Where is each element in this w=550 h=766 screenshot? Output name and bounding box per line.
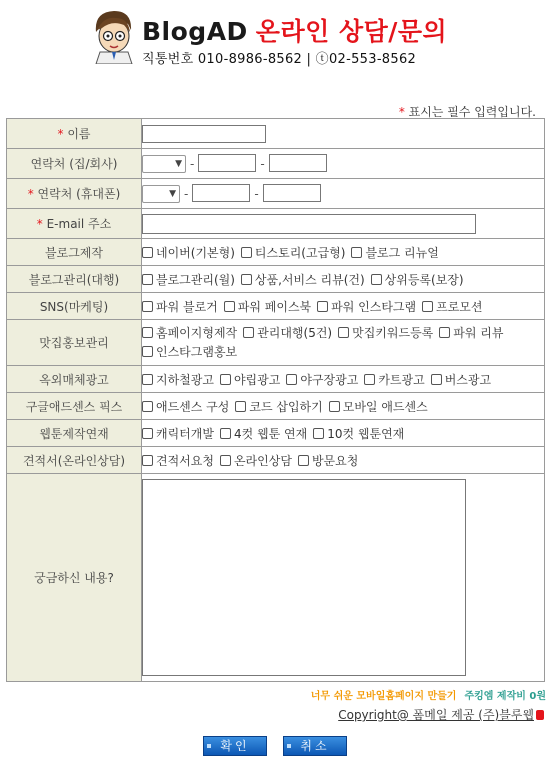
mobile-last-input[interactable] xyxy=(263,184,321,202)
character-avatar-icon xyxy=(84,6,142,64)
checkbox[interactable] xyxy=(243,327,254,338)
mobile-mid-input[interactable] xyxy=(192,184,250,202)
label-restaurant: 맛집홍보관리 xyxy=(7,320,142,366)
estimate-options: 견적서요청 온라인상담 방문요청 xyxy=(142,447,545,474)
label-mobile: * 연락처 (휴대폰) xyxy=(7,179,142,209)
checkbox[interactable] xyxy=(241,247,252,258)
checkbox[interactable] xyxy=(142,346,153,357)
restaurant-options: 홈페이지형제작 관리대행(5건) 맛집키워드등록 파워 리뷰 인스타그램홍보 xyxy=(142,320,545,366)
label-name: * 이름 xyxy=(7,119,142,149)
copyright-link[interactable]: Copyright@ 폼메일 제공 (주)블루웹 xyxy=(338,706,544,723)
checkbox[interactable] xyxy=(422,301,433,312)
checkbox[interactable] xyxy=(142,455,153,466)
inquiry-textarea[interactable] xyxy=(142,479,466,676)
label-contact: 연락처 (집/회사) xyxy=(7,149,142,179)
checkbox[interactable] xyxy=(286,374,297,385)
checkbox[interactable] xyxy=(338,327,349,338)
contact-last-input[interactable] xyxy=(269,154,327,172)
checkbox[interactable] xyxy=(439,327,450,338)
checkbox[interactable] xyxy=(142,401,153,412)
required-note: * 표시는 필수 입력입니다. xyxy=(398,105,536,119)
checkbox[interactable] xyxy=(220,428,231,439)
checkbox[interactable] xyxy=(313,428,324,439)
page-header xyxy=(84,4,484,66)
label-blog-make: 블로그제작 xyxy=(7,239,142,266)
checkbox[interactable] xyxy=(431,374,442,385)
brand-name: BlogAD xyxy=(142,17,248,46)
checkbox[interactable] xyxy=(298,455,309,466)
label-email: * E-mail 주소 xyxy=(7,209,142,239)
checkbox[interactable] xyxy=(317,301,328,312)
label-sns: SNS(마케팅) xyxy=(7,293,142,320)
adsense-options: 애드센스 구성 코드 삽입하기 모바일 애드센스 xyxy=(142,393,545,420)
name-input[interactable] xyxy=(142,125,266,143)
checkbox[interactable] xyxy=(329,401,340,412)
contact-prefix-select[interactable]: ▼ xyxy=(142,155,186,173)
email-input[interactable] xyxy=(142,214,476,234)
checkbox[interactable] xyxy=(142,327,153,338)
checkbox[interactable] xyxy=(371,274,382,285)
checkbox[interactable] xyxy=(142,301,153,312)
checkbox[interactable] xyxy=(220,455,231,466)
contact-mid-input[interactable] xyxy=(198,154,256,172)
checkbox[interactable] xyxy=(224,301,235,312)
label-webtoon: 웹툰제작연재 xyxy=(7,420,142,447)
checkbox[interactable] xyxy=(142,247,153,258)
brand-title xyxy=(142,12,447,48)
checkbox[interactable] xyxy=(235,401,246,412)
cancel-button[interactable]: 취소 xyxy=(283,736,347,756)
phone-numbers: 직통번호 010-8986-8562 | ⓣ02-553-8562 xyxy=(142,52,417,67)
promo-banner[interactable]: 너무 쉬운 모바일홈페이지 만들기 주킹엠 제작비 0원 xyxy=(310,691,546,702)
checkbox[interactable] xyxy=(142,274,153,285)
label-blog-mgmt: 블로그관리(대행) xyxy=(7,266,142,293)
label-estimate: 견적서(온라인상담) xyxy=(7,447,142,474)
blog-make-options: 네이버(기본형) 티스토리(고급형) 블로그 리뉴얼 xyxy=(142,239,545,266)
inquiry-form: * 이름 연락처 (집/회사) ▼ - - * 연락처 (휴대폰) ▼ - - * E-mail 주소 블로그제작 네이버(기본형) 티스토리(고급형) 블로그 리뉴얼 블로그관리(대행) 블로그관리(월) 상품,서비스 리뷰(건) 상위등록(보장) SNS(마케팅) 파워 블로거 파워 페이스북 파워 인스타그램 프로모션 맛집홍보관리 홈페이지형제작 관리대행(5건) 맛집키워드등록 파워 리뷰 인스타그램홍보 옥외매체광고 지하철광고 야립광고 야구장광고 카트광고 버스광고 구글애드센스 픽스 애드센스 구성 코드 삽입하기 모바일 애드센스 웹툰제작연재 캐릭터개발 4컷 웹툰 연재 10컷 웹툰연재 견적서(온라인상담) 견적서요청 온라인상담 방문요청 궁금하신 내용? xyxy=(6,118,545,682)
webtoon-options: 캐릭터개발 4컷 웹툰 연재 10컷 웹툰연재 xyxy=(142,420,545,447)
page-title: 온라인 상담/문의 xyxy=(255,17,448,46)
label-inquiry: 궁금하신 내용? xyxy=(7,474,142,682)
checkbox[interactable] xyxy=(241,274,252,285)
checkbox[interactable] xyxy=(142,428,153,439)
lock-icon xyxy=(536,710,544,720)
checkbox[interactable] xyxy=(142,374,153,385)
checkbox[interactable] xyxy=(364,374,375,385)
label-adsense: 구글애드센스 픽스 xyxy=(7,393,142,420)
checkbox[interactable] xyxy=(220,374,231,385)
mobile-prefix-select[interactable]: ▼ xyxy=(142,185,180,203)
checkbox[interactable] xyxy=(351,247,362,258)
blog-mgmt-options: 블로그관리(월) 상품,서비스 리뷰(건) 상위등록(보장) xyxy=(142,266,545,293)
sns-options: 파워 블로거 파워 페이스북 파워 인스타그램 프로모션 xyxy=(142,293,545,320)
outdoor-options: 지하철광고 야립광고 야구장광고 카트광고 버스광고 xyxy=(142,366,545,393)
label-outdoor: 옥외매체광고 xyxy=(7,366,142,393)
confirm-button[interactable]: 확인 xyxy=(203,736,267,756)
